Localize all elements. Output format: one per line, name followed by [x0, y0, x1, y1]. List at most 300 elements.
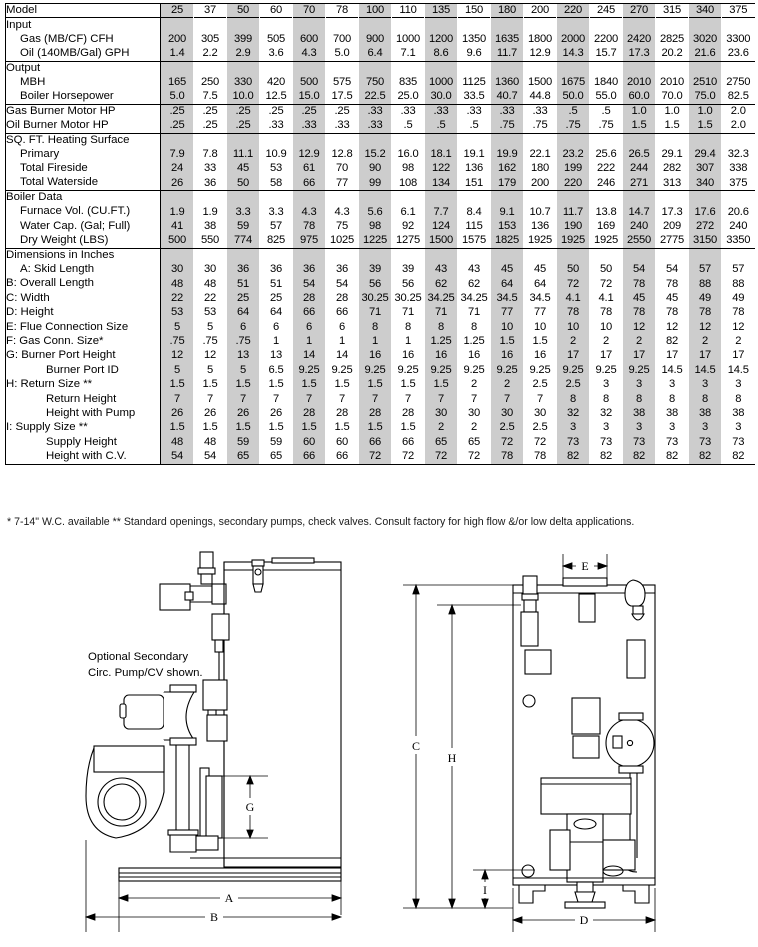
- spec-value-cell: 9.25: [326, 363, 359, 377]
- spec-spacer-cell: [293, 191, 326, 205]
- spec-value-cell: 51: [260, 277, 293, 291]
- spec-value-cell: 38: [689, 406, 722, 420]
- spec-value-cell: 28: [359, 406, 392, 420]
- spec-value-cell: 11.7: [491, 47, 524, 61]
- spec-value-cell: 8: [689, 392, 722, 406]
- spec-value-cell: 17: [656, 349, 689, 363]
- spec-value-cell: .5: [557, 104, 590, 118]
- spec-spacer-cell: [392, 61, 425, 75]
- spec-spacer-cell: [425, 61, 458, 75]
- spec-value-cell: 3: [722, 378, 755, 392]
- spec-value-cell: 99: [359, 176, 392, 190]
- spec-value-cell: 244: [623, 162, 656, 176]
- spec-spacer-cell: [227, 61, 260, 75]
- spec-value-cell: 60.0: [623, 90, 656, 104]
- spec-value-cell: 16: [425, 349, 458, 363]
- spec-value-cell: 30.25: [359, 291, 392, 305]
- spec-value-cell: 209: [656, 219, 689, 233]
- spec-value-cell: 1200: [425, 32, 458, 46]
- spec-value-cell: 330: [227, 75, 260, 89]
- spec-spacer-cell: [656, 18, 689, 32]
- spec-value-cell: 22.1: [524, 147, 557, 161]
- spec-value-cell: 2750: [722, 75, 755, 89]
- spec-value-cell: 340: [689, 176, 722, 190]
- spec-spacer-cell: [656, 133, 689, 147]
- spec-value-cell: 7: [326, 392, 359, 406]
- spec-value-cell: 10: [557, 320, 590, 334]
- spec-value-cell: 30: [425, 406, 458, 420]
- spec-value-cell: 64: [260, 306, 293, 320]
- spec-value-cell: 1925: [557, 234, 590, 248]
- spec-value-cell: 82: [590, 450, 623, 464]
- spec-value-cell: 77: [326, 176, 359, 190]
- spec-value-cell: 17.6: [689, 205, 722, 219]
- spec-spacer-cell: [722, 191, 755, 205]
- spec-value-cell: 3: [656, 378, 689, 392]
- table-row: [6, 363, 755, 377]
- spec-value-cell: 30: [491, 406, 524, 420]
- table-row: [6, 147, 755, 161]
- spec-value-cell: 4.3: [326, 205, 359, 219]
- spec-value-cell: .33: [458, 104, 491, 118]
- spec-value-cell: 220: [557, 176, 590, 190]
- spec-value-cell: 7.9: [161, 147, 194, 161]
- spec-spacer-cell: [425, 191, 458, 205]
- dim-label-e: E: [581, 559, 589, 573]
- spec-value-cell: 14: [293, 349, 326, 363]
- section-title-row: [6, 18, 755, 32]
- spec-value-cell: 48: [161, 435, 194, 449]
- spec-spacer-cell: [359, 61, 392, 75]
- spec-value-cell: 1: [359, 334, 392, 348]
- spec-value-cell: 8.4: [458, 205, 491, 219]
- spec-value-cell: 78: [590, 306, 623, 320]
- model-column-header: 70: [293, 4, 326, 18]
- optional-pump-note-line2: Circ. Pump/CV shown.: [88, 667, 203, 679]
- spec-value-cell: .5: [425, 119, 458, 133]
- spec-value-cell: 72: [491, 435, 524, 449]
- spec-value-cell: 2420: [623, 32, 656, 46]
- spec-value-cell: 1.5: [524, 334, 557, 348]
- spec-value-cell: 38: [194, 219, 227, 233]
- spec-value-cell: 108: [392, 176, 425, 190]
- spec-value-cell: 82: [656, 450, 689, 464]
- spec-value-cell: 2: [557, 334, 590, 348]
- spec-value-cell: 8: [722, 392, 755, 406]
- spec-spacer-cell: [491, 191, 524, 205]
- spec-value-cell: 73: [623, 435, 656, 449]
- spec-value-cell: .25: [260, 104, 293, 118]
- spec-value-cell: 2510: [689, 75, 722, 89]
- spec-value-cell: 500: [161, 234, 194, 248]
- spec-value-cell: 71: [359, 306, 392, 320]
- spec-value-cell: 78: [623, 306, 656, 320]
- spec-value-cell: 32: [557, 406, 590, 420]
- spec-spacer-cell: [260, 133, 293, 147]
- spec-value-cell: 136: [458, 162, 491, 176]
- model-column-header: 375: [722, 4, 755, 18]
- spec-value-cell: 66: [326, 306, 359, 320]
- spec-value-cell: 12.5: [260, 90, 293, 104]
- spec-value-cell: 1.5: [392, 378, 425, 392]
- spec-value-cell: 4.1: [590, 291, 623, 305]
- spec-value-cell: 17: [689, 349, 722, 363]
- spec-value-cell: 1.5: [293, 421, 326, 435]
- model-column-header: 110: [392, 4, 425, 18]
- spec-value-cell: 12.8: [326, 147, 359, 161]
- spec-value-cell: 36: [227, 263, 260, 277]
- section-title-label: Input: [6, 18, 161, 32]
- spec-value-cell: 2775: [656, 234, 689, 248]
- spec-value-cell: 82: [689, 450, 722, 464]
- spec-value-cell: 10.7: [524, 205, 557, 219]
- spec-spacer-cell: [689, 61, 722, 75]
- spec-value-cell: 3: [623, 378, 656, 392]
- spec-value-cell: 1125: [458, 75, 491, 89]
- spec-spacer-cell: [326, 133, 359, 147]
- spec-value-cell: 420: [260, 75, 293, 89]
- table-row: [6, 219, 755, 233]
- spec-value-cell: 29.1: [656, 147, 689, 161]
- model-column-header: 37: [194, 4, 227, 18]
- spec-value-cell: 1.5: [326, 421, 359, 435]
- spec-value-cell: 1.5: [359, 378, 392, 392]
- spec-value-cell: 1275: [392, 234, 425, 248]
- spec-value-cell: 39: [392, 263, 425, 277]
- spec-value-cell: 5.0: [161, 90, 194, 104]
- spec-value-cell: 73: [689, 435, 722, 449]
- spec-spacer-cell: [326, 191, 359, 205]
- spec-value-cell: 88: [689, 277, 722, 291]
- spec-value-cell: 65: [227, 450, 260, 464]
- spec-value-cell: 14.5: [722, 363, 755, 377]
- spec-value-cell: 5: [194, 363, 227, 377]
- row-label: A: Skid Length: [6, 263, 161, 277]
- spec-value-cell: 338: [722, 162, 755, 176]
- spec-value-cell: 19.9: [491, 147, 524, 161]
- spec-value-cell: 45: [623, 291, 656, 305]
- spec-value-cell: 26: [161, 176, 194, 190]
- spec-value-cell: 8: [623, 392, 656, 406]
- spec-value-cell: .25: [161, 104, 194, 118]
- spec-value-cell: 3: [590, 421, 623, 435]
- spec-value-cell: 375: [722, 176, 755, 190]
- spec-value-cell: 15.2: [359, 147, 392, 161]
- spec-value-cell: 54: [194, 450, 227, 464]
- spec-value-cell: 72: [557, 277, 590, 291]
- spec-value-cell: 7.5: [194, 90, 227, 104]
- boiler-side-view-drawing: [72, 540, 402, 945]
- spec-value-cell: 9.25: [623, 363, 656, 377]
- spec-value-cell: 975: [293, 234, 326, 248]
- model-column-header: 100: [359, 4, 392, 18]
- spec-spacer-cell: [524, 133, 557, 147]
- spec-spacer-cell: [227, 133, 260, 147]
- spec-value-cell: 6.1: [392, 205, 425, 219]
- spec-value-cell: 28: [326, 291, 359, 305]
- spec-value-cell: 750: [359, 75, 392, 89]
- spec-value-cell: 2550: [623, 234, 656, 248]
- row-label: Dry Weight (LBS): [6, 234, 161, 248]
- spec-value-cell: .75: [590, 119, 623, 133]
- spec-value-cell: 61: [293, 162, 326, 176]
- spec-value-cell: 32.3: [722, 147, 755, 161]
- spec-value-cell: 45: [524, 263, 557, 277]
- spec-value-cell: 17: [623, 349, 656, 363]
- spec-value-cell: 12: [656, 320, 689, 334]
- spec-spacer-cell: [161, 133, 194, 147]
- spec-value-cell: 78: [689, 306, 722, 320]
- spec-value-cell: 14: [326, 349, 359, 363]
- row-label: Gas Burner Motor HP: [6, 104, 161, 118]
- spec-value-cell: 3: [689, 378, 722, 392]
- spec-value-cell: 41: [161, 219, 194, 233]
- table-row: [6, 176, 755, 190]
- spec-value-cell: 6.4: [359, 47, 392, 61]
- spec-spacer-cell: [557, 61, 590, 75]
- spec-value-cell: 575: [326, 75, 359, 89]
- dim-label-c: C: [411, 739, 421, 753]
- table-row: [6, 75, 755, 89]
- spec-value-cell: .33: [524, 104, 557, 118]
- spec-value-cell: 8.6: [425, 47, 458, 61]
- model-column-header: 150: [458, 4, 491, 18]
- table-row: [6, 406, 755, 420]
- spec-spacer-cell: [689, 133, 722, 147]
- table-row: [6, 263, 755, 277]
- spec-value-cell: 26: [194, 406, 227, 420]
- model-column-header: 245: [590, 4, 623, 18]
- spec-value-cell: 190: [557, 219, 590, 233]
- spec-value-cell: 13.8: [590, 205, 623, 219]
- model-header-label: Model: [6, 4, 161, 18]
- row-label: Total Fireside: [6, 162, 161, 176]
- spec-value-cell: 26: [227, 406, 260, 420]
- spec-value-cell: 51: [227, 277, 260, 291]
- spec-value-cell: 43: [458, 263, 491, 277]
- spec-value-cell: .25: [326, 104, 359, 118]
- spec-value-cell: 2: [722, 334, 755, 348]
- spec-value-cell: 60: [326, 435, 359, 449]
- spec-value-cell: 151: [458, 176, 491, 190]
- table-row: [6, 277, 755, 291]
- spec-value-cell: 11.7: [557, 205, 590, 219]
- spec-value-cell: 82: [557, 450, 590, 464]
- spec-spacer-cell: [722, 133, 755, 147]
- spec-value-cell: 33: [194, 162, 227, 176]
- spec-spacer-cell: [524, 248, 557, 262]
- spec-value-cell: 1925: [590, 234, 623, 248]
- row-label: I: Supply Size **: [6, 421, 161, 435]
- spec-value-cell: 240: [623, 219, 656, 233]
- spec-value-cell: 9.25: [458, 363, 491, 377]
- spec-value-cell: 36: [326, 263, 359, 277]
- spec-value-cell: 3: [623, 421, 656, 435]
- spec-value-cell: 18.1: [425, 147, 458, 161]
- spec-value-cell: 9.25: [491, 363, 524, 377]
- spec-value-cell: 7: [194, 392, 227, 406]
- spec-value-cell: 1.4: [161, 47, 194, 61]
- spec-spacer-cell: [656, 61, 689, 75]
- spec-value-cell: 2.9: [227, 47, 260, 61]
- spec-value-cell: 1.5: [260, 378, 293, 392]
- spec-value-cell: 45: [656, 291, 689, 305]
- spec-value-cell: 17: [557, 349, 590, 363]
- row-label: Oil (140MB/Gal) GPH: [6, 47, 161, 61]
- spec-spacer-cell: [656, 248, 689, 262]
- spec-value-cell: 77: [491, 306, 524, 320]
- spec-value-cell: 53: [260, 162, 293, 176]
- spec-spacer-cell: [557, 191, 590, 205]
- spec-value-cell: 550: [194, 234, 227, 248]
- spec-value-cell: 54: [623, 263, 656, 277]
- spec-value-cell: .75: [227, 334, 260, 348]
- model-column-header: 25: [161, 4, 194, 18]
- spec-spacer-cell: [260, 248, 293, 262]
- spec-value-cell: 30: [524, 406, 557, 420]
- spec-value-cell: 1575: [458, 234, 491, 248]
- spec-value-cell: .75: [524, 119, 557, 133]
- spec-spacer-cell: [194, 61, 227, 75]
- spec-value-cell: 1: [392, 334, 425, 348]
- spec-value-cell: 7: [392, 392, 425, 406]
- spec-value-cell: 5: [161, 320, 194, 334]
- spec-value-cell: 66: [293, 450, 326, 464]
- spec-value-cell: 77: [524, 306, 557, 320]
- spec-value-cell: 82: [722, 450, 755, 464]
- section-title-row: [6, 61, 755, 75]
- table-row: [6, 320, 755, 334]
- spec-value-cell: 12.9: [293, 147, 326, 161]
- spec-spacer-cell: [722, 18, 755, 32]
- spec-value-cell: 179: [491, 176, 524, 190]
- spec-spacer-cell: [359, 248, 392, 262]
- spec-spacer-cell: [458, 61, 491, 75]
- dim-label-h: H: [447, 751, 457, 765]
- spec-value-cell: 82: [623, 450, 656, 464]
- model-column-header: 340: [689, 4, 722, 18]
- spec-spacer-cell: [656, 191, 689, 205]
- spec-value-cell: 17.5: [326, 90, 359, 104]
- spec-value-cell: 16: [392, 349, 425, 363]
- spec-spacer-cell: [491, 133, 524, 147]
- spec-value-cell: 9.25: [293, 363, 326, 377]
- spec-value-cell: 72: [425, 450, 458, 464]
- spec-value-cell: 72: [524, 435, 557, 449]
- spec-value-cell: 169: [590, 219, 623, 233]
- spec-value-cell: 34.5: [491, 291, 524, 305]
- spec-spacer-cell: [524, 18, 557, 32]
- spec-spacer-cell: [194, 248, 227, 262]
- model-column-header: 50: [227, 4, 260, 18]
- spec-value-cell: 2.0: [722, 119, 755, 133]
- spec-value-cell: 8: [590, 392, 623, 406]
- spec-spacer-cell: [359, 191, 392, 205]
- spec-value-cell: 2.5: [524, 421, 557, 435]
- spec-value-cell: 36: [260, 263, 293, 277]
- spec-value-cell: 1.5: [227, 421, 260, 435]
- spec-spacer-cell: [293, 133, 326, 147]
- spec-value-cell: 1.5: [689, 119, 722, 133]
- spec-value-cell: 1360: [491, 75, 524, 89]
- table-row: [6, 104, 755, 118]
- spec-value-cell: 88: [722, 277, 755, 291]
- spec-spacer-cell: [326, 248, 359, 262]
- spec-value-cell: 124: [425, 219, 458, 233]
- row-label: Height with C.V.: [6, 450, 161, 464]
- spec-value-cell: 1025: [326, 234, 359, 248]
- spec-spacer-cell: [557, 18, 590, 32]
- spec-value-cell: 66: [359, 435, 392, 449]
- spec-value-cell: 8: [557, 392, 590, 406]
- spec-value-cell: 1000: [425, 75, 458, 89]
- row-label: Boiler Horsepower: [6, 90, 161, 104]
- boiler-front-view-drawing: [395, 540, 695, 945]
- spec-value-cell: 13: [227, 349, 260, 363]
- spec-value-cell: 1.5: [194, 421, 227, 435]
- spec-value-cell: 200: [161, 32, 194, 46]
- spec-spacer-cell: [557, 133, 590, 147]
- spec-value-cell: 199: [557, 162, 590, 176]
- spec-value-cell: 78: [557, 306, 590, 320]
- spec-spacer-cell: [260, 191, 293, 205]
- spec-value-cell: 30.25: [392, 291, 425, 305]
- table-row: [6, 234, 755, 248]
- spec-value-cell: 7: [260, 392, 293, 406]
- spec-value-cell: 72: [590, 277, 623, 291]
- spec-value-cell: 30: [458, 406, 491, 420]
- table-row: [6, 435, 755, 449]
- spec-value-cell: .5: [392, 119, 425, 133]
- spec-spacer-cell: [524, 191, 557, 205]
- table-row: [6, 421, 755, 435]
- spec-value-cell: 9.25: [392, 363, 425, 377]
- spec-spacer-cell: [722, 61, 755, 75]
- spec-value-cell: 40.7: [491, 90, 524, 104]
- spec-value-cell: 2: [425, 421, 458, 435]
- spec-value-cell: .25: [194, 104, 227, 118]
- spec-value-cell: 14.3: [557, 47, 590, 61]
- spec-value-cell: 153: [491, 219, 524, 233]
- spec-spacer-cell: [623, 191, 656, 205]
- spec-value-cell: .33: [293, 119, 326, 133]
- spec-value-cell: 7: [359, 392, 392, 406]
- spec-value-cell: 900: [359, 32, 392, 46]
- row-label: Furnace Vol. (CU.FT.): [6, 205, 161, 219]
- dim-label-i: I: [483, 883, 487, 897]
- spec-spacer-cell: [293, 61, 326, 75]
- spec-value-cell: 36: [194, 176, 227, 190]
- spec-value-cell: 7: [425, 392, 458, 406]
- spec-value-cell: 1: [260, 334, 293, 348]
- spec-value-cell: 3.3: [227, 205, 260, 219]
- spec-value-cell: 2: [491, 378, 524, 392]
- spec-value-cell: 7: [293, 392, 326, 406]
- spec-value-cell: 78: [491, 450, 524, 464]
- spec-value-cell: 115: [458, 219, 491, 233]
- spec-value-cell: 20.2: [656, 47, 689, 61]
- spec-value-cell: 49: [722, 291, 755, 305]
- spec-value-cell: 45: [491, 263, 524, 277]
- spec-value-cell: 3: [689, 421, 722, 435]
- table-row: [6, 334, 755, 348]
- spec-value-cell: 64: [524, 277, 557, 291]
- spec-value-cell: .33: [392, 104, 425, 118]
- spec-value-cell: 45: [227, 162, 260, 176]
- spec-value-cell: 3350: [722, 234, 755, 248]
- spec-value-cell: 26: [161, 406, 194, 420]
- spec-value-cell: 7.1: [392, 47, 425, 61]
